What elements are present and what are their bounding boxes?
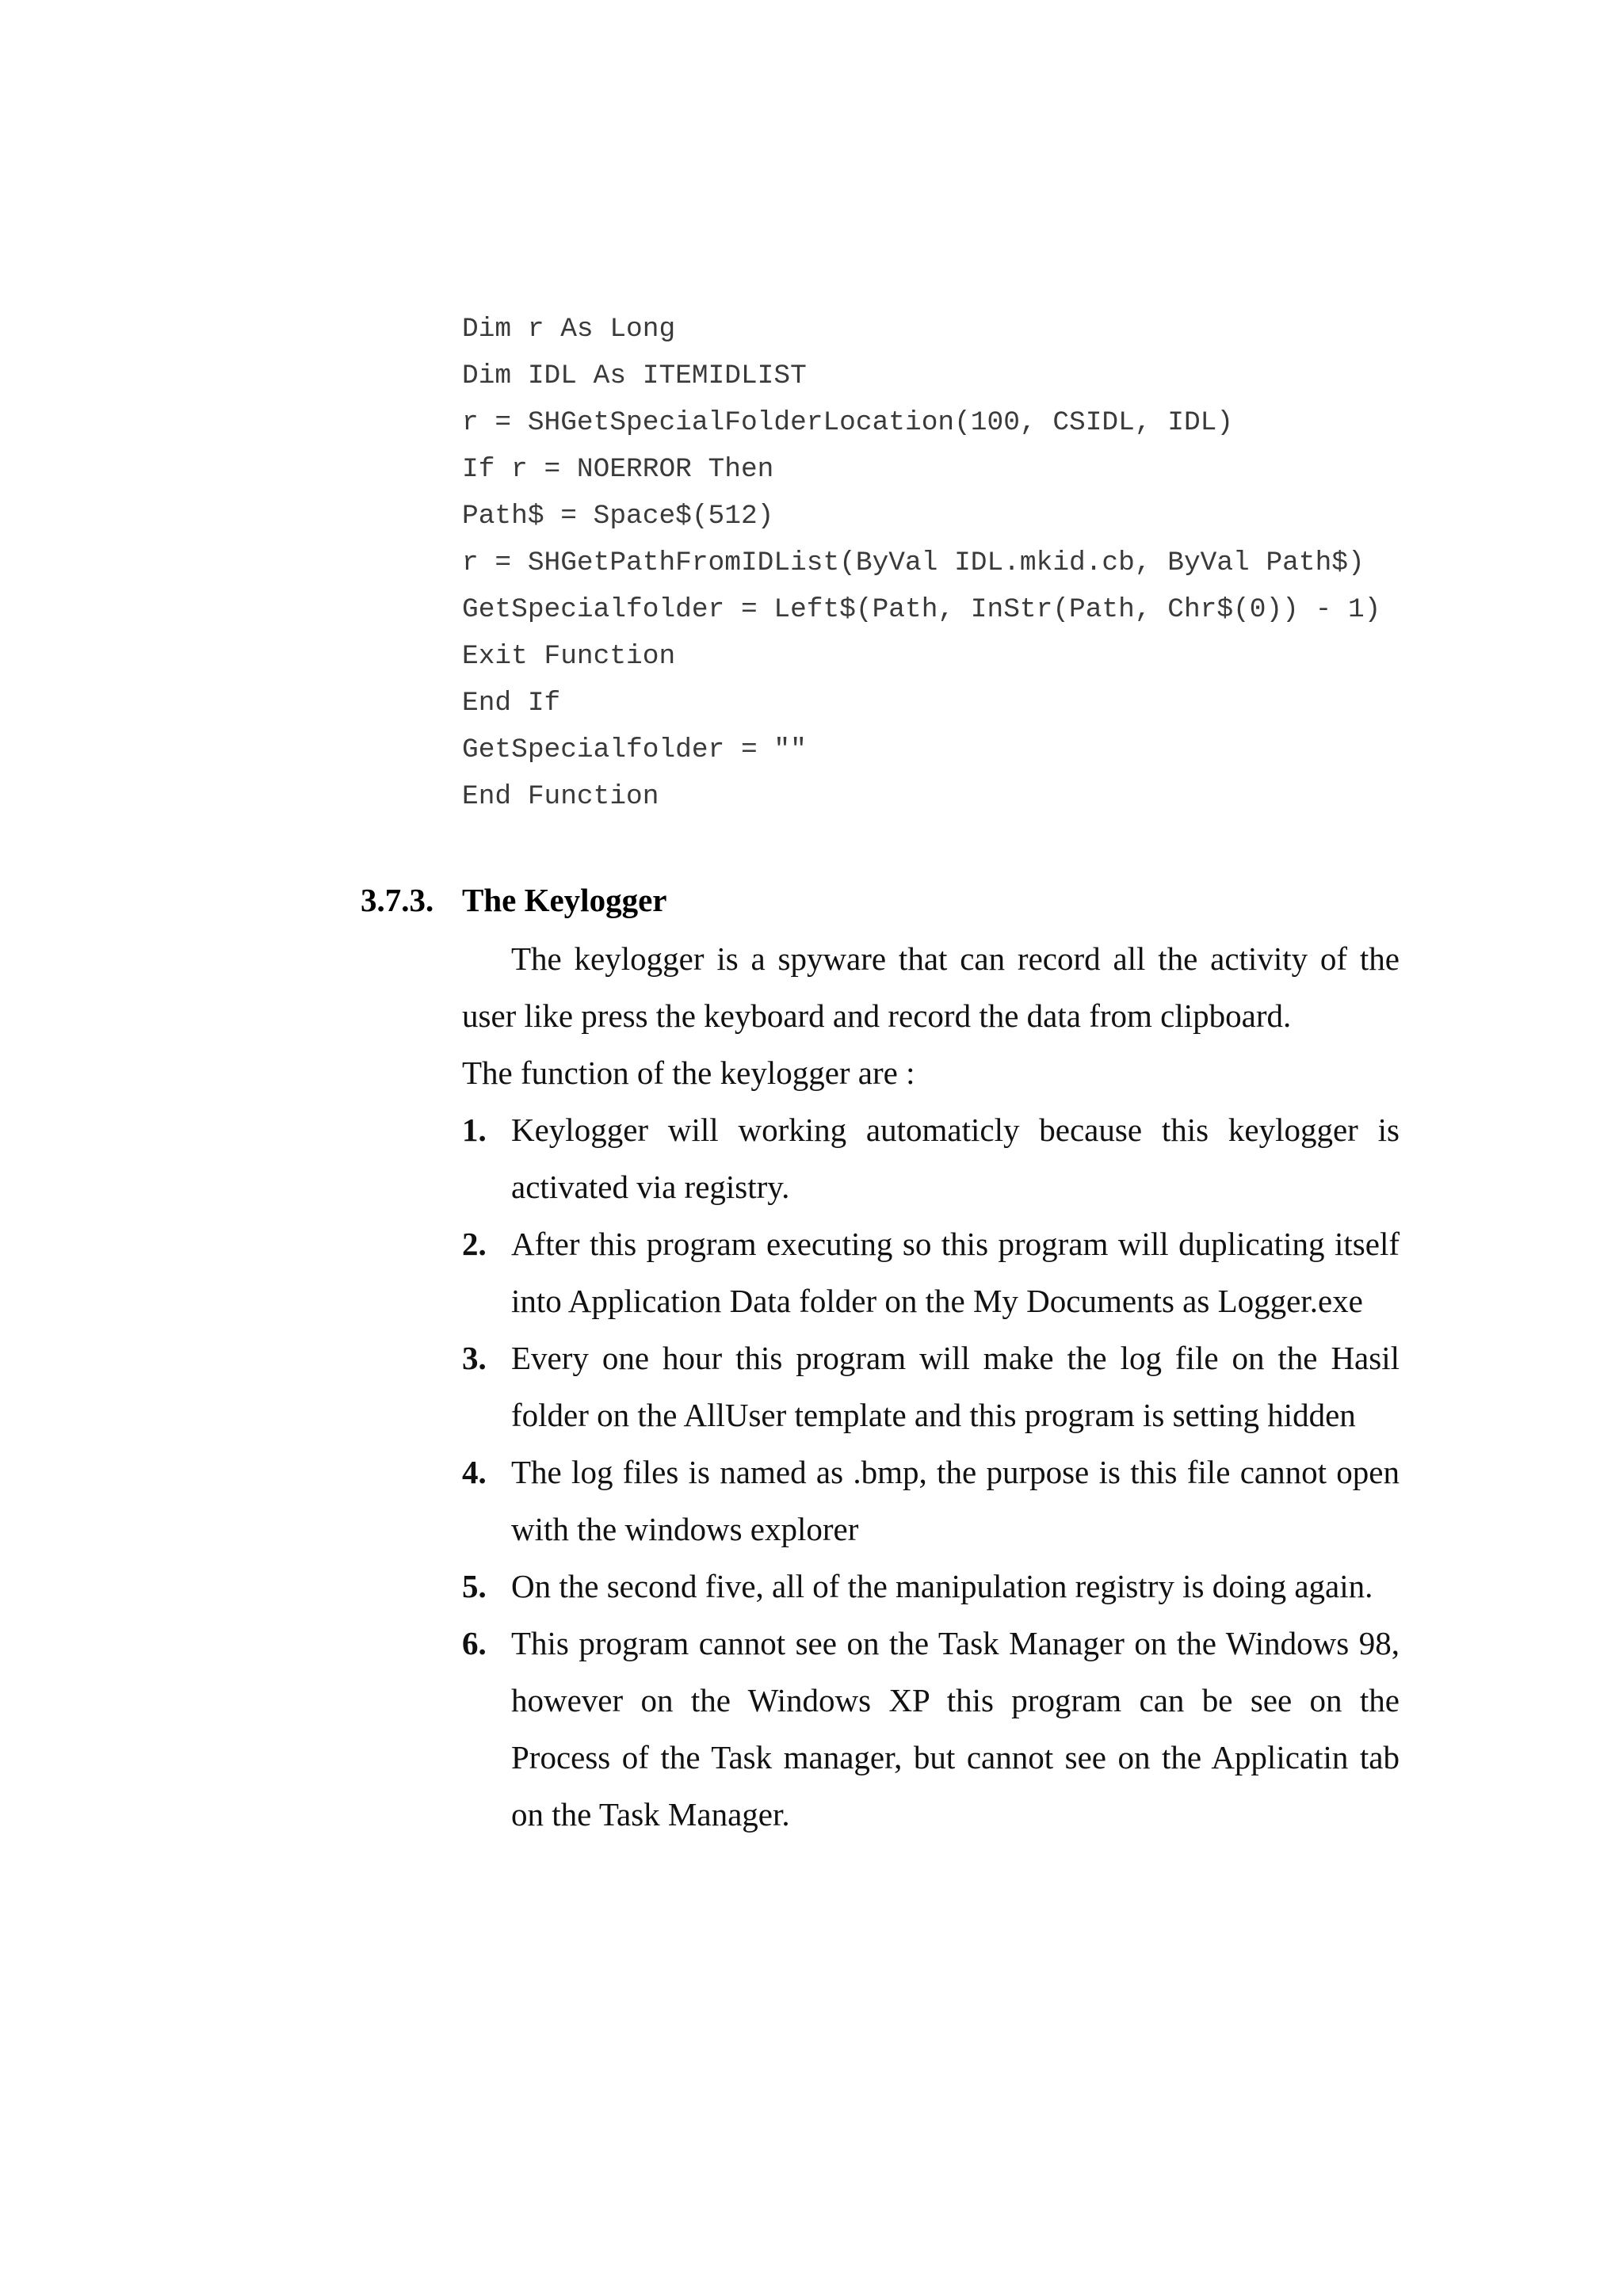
list-item-number: 6. (462, 1625, 487, 1661)
list-item-number: 4. (462, 1454, 487, 1490)
code-line: End If (462, 688, 561, 719)
list-item (462, 1329, 1400, 1444)
section-body (462, 930, 1400, 1843)
code-line: GetSpecialfolder = Left$(Path, InStr(Path, Chr$(0)) - 1) (462, 594, 1381, 625)
code-line: Dim IDL As ITEMIDLIST (462, 360, 807, 391)
code-line: Dim r As Long (462, 314, 676, 345)
list-item (462, 1558, 1400, 1615)
intro-paragraph: The keylogger is a spyware that can record all the activity of the user like press the keyboard and record the data from clipboard. (462, 940, 1400, 1034)
list-item-number: 1. (462, 1112, 487, 1148)
code-block (462, 306, 1381, 820)
code-line: GetSpecialfolder = "" (462, 734, 807, 765)
code-line: End Function (462, 781, 659, 812)
code-line: Exit Function (462, 641, 676, 672)
code-line: r = SHGetPathFromIDList(ByVal IDL.mkid.cb, ByVal Path$) (462, 547, 1365, 578)
list-item-text: This program cannot see on the Task Manager on the Windows 98, however on the Windows XP this program can be see on the Process of the Task manager, but cannot see on the Applicatin tab on the Task Manager. (511, 1625, 1400, 1833)
list-item-text: After this program executing so this program will duplicating itself into Application Data folder on the My Documents as Logger.exe (511, 1226, 1400, 1319)
list-item-number: 2. (462, 1226, 487, 1262)
list-item-number: 5. (462, 1568, 487, 1604)
list-lead: The function of the keylogger are : (462, 1055, 915, 1091)
list-item (462, 1444, 1400, 1558)
list-item-text: Every one hour this program will make the log file on the Hasil folder on the AllUser template and this program is setting hidden (511, 1340, 1400, 1433)
section-title: The Keylogger (462, 882, 667, 918)
list-item (462, 1101, 1400, 1215)
list-item (462, 1215, 1400, 1329)
list-item-number: 3. (462, 1340, 487, 1376)
section-number: 3.7.3. (361, 882, 434, 918)
function-list (462, 1101, 1400, 1843)
code-line: If r = NOERROR Then (462, 454, 774, 485)
list-item (462, 1615, 1400, 1843)
code-line: Path$ = Space$(512) (462, 501, 774, 532)
list-item-text: Keylogger will working automaticly because this keylogger is activated via registry. (511, 1112, 1400, 1205)
list-item-text: The log files is named as .bmp, the purpose is this file cannot open with the windows explorer (511, 1454, 1400, 1547)
section-heading (361, 878, 666, 922)
code-line: r = SHGetSpecialFolderLocation(100, CSIDL, IDL) (462, 407, 1234, 438)
list-item-text: On the second five, all of the manipulation registry is doing again. (511, 1568, 1373, 1604)
